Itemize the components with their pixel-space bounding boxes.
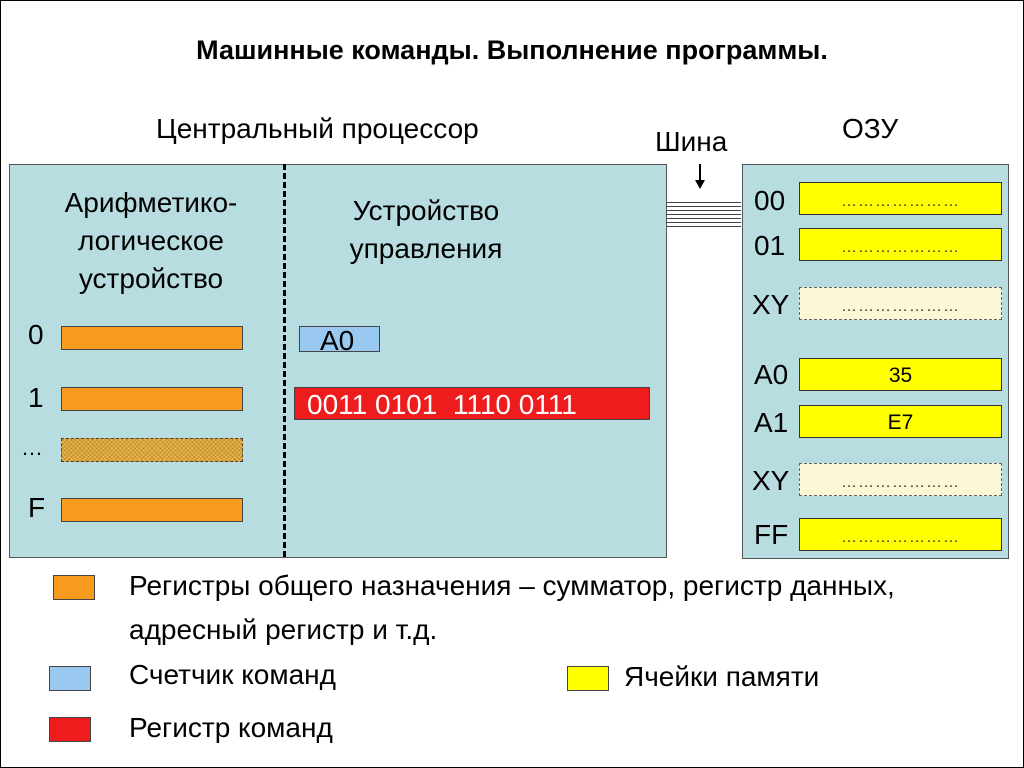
bus-line [667,226,741,227]
bus-line [667,222,741,223]
register-label: F [28,492,46,523]
legend-swatch-program-counter [49,666,91,691]
program-counter: A0 [299,326,380,352]
bus-line [667,214,741,215]
register-label: 1 [28,382,44,413]
memory-cell: ………………… [799,228,1002,261]
bus-line [667,218,741,219]
cpu-divider [283,164,286,557]
ram-address: 00 [754,185,786,216]
legend-swatch-general-register [53,575,95,600]
memory-cell: ………………… [799,287,1002,320]
ram-address: XY [752,465,790,496]
memory-cell: 35 [799,358,1002,391]
bus-line [667,206,741,207]
general-register [61,387,243,411]
instruction-register: 0011 0101 1110 0111 [294,387,650,420]
general-register-ellipsis [61,438,243,462]
alu-title-line: Арифметико- [64,187,238,218]
ram-address: A1 [754,407,789,438]
legend-swatch-memory-cell [567,666,609,691]
memory-cell: E7 [799,405,1002,438]
control-unit-title-line: Устройство [352,195,500,226]
control-unit-title-line: управления [349,233,503,264]
bus-arrow-icon [693,164,707,190]
cpu-label: Центральный процессор [156,113,479,144]
legend-program-counter: Счетчик команд [129,659,336,690]
general-register [61,326,243,350]
legend-general-registers: Регистры общего назначения – сумматор, регистр данных, адресный регистр и т.д. [129,570,895,645]
ram-label: ОЗУ [842,113,899,144]
legend-swatch-instruction-register [49,717,91,742]
bus-label: Шина [655,126,728,157]
register-label: … [21,435,43,460]
bus-line [667,210,741,211]
memory-cell: ………………… [799,463,1002,496]
bus-line [667,202,741,203]
control-unit-title [301,192,551,268]
ram-address: 01 [754,230,786,261]
legend-memory-cells: Ячейки памяти [624,661,820,692]
legend-instruction-register: Регистр команд [129,712,333,743]
general-register [61,498,243,522]
memory-cell: ………………… [799,182,1002,215]
ram-address: FF [754,519,789,550]
alu-title [21,184,281,298]
ram-address: XY [752,289,790,320]
ram-address: A0 [754,359,789,390]
memory-cell: ………………… [799,518,1002,551]
register-label: 0 [28,319,44,350]
alu-title-line: устройство [78,263,224,294]
slide-title: Машинные команды. Выполнение программы. [196,35,828,65]
alu-title-line: логическое [78,225,224,256]
